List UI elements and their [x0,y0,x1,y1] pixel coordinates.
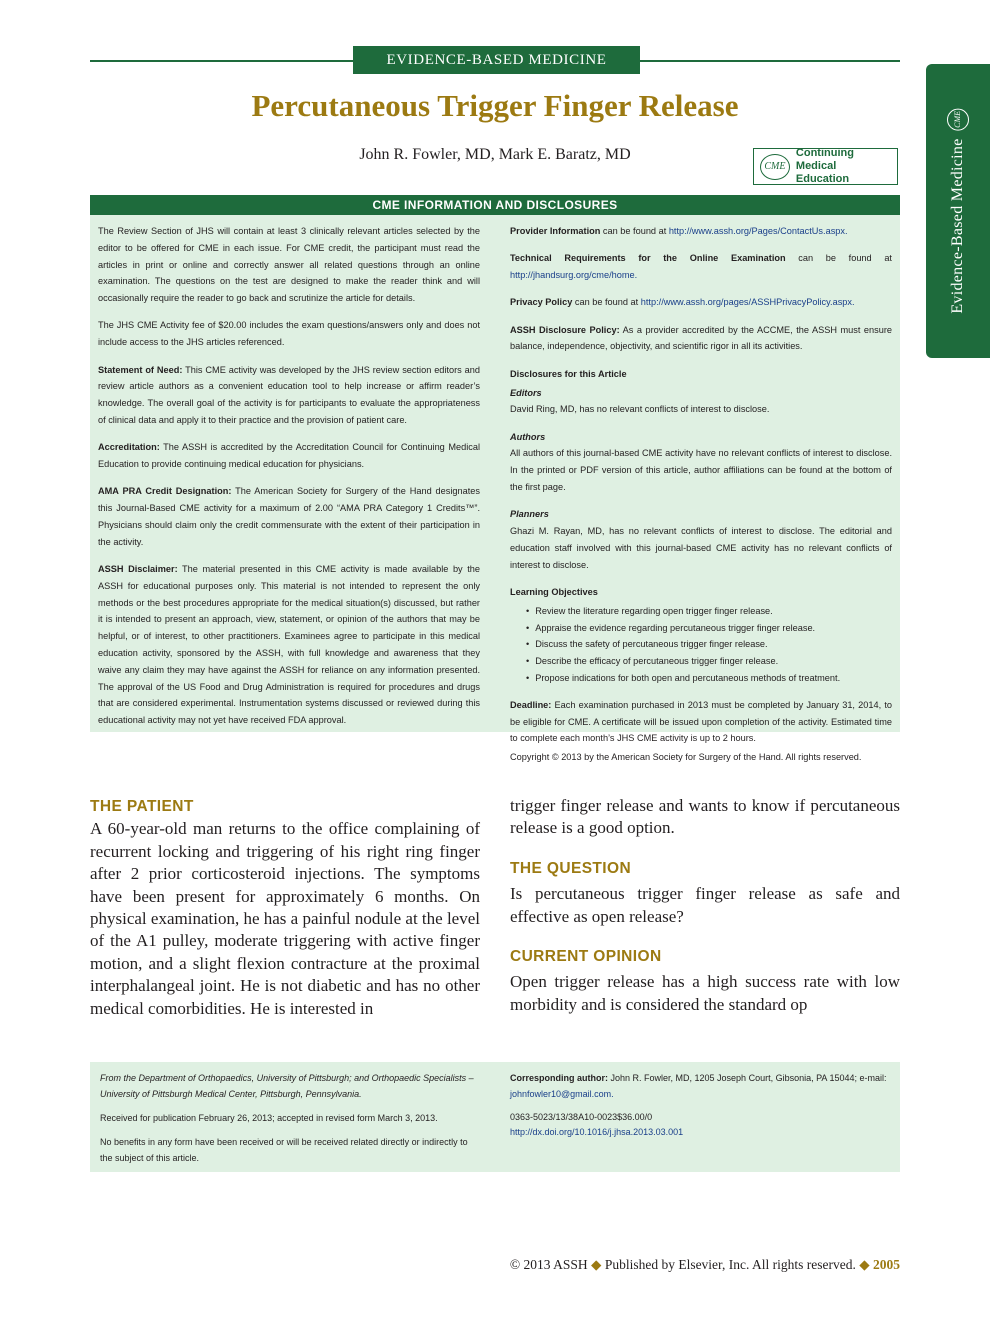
tech-requirements [510,250,892,284]
disclosures-heading [510,366,892,383]
side-tab[interactable] [926,64,990,358]
section-tag: EVIDENCE-BASED MEDICINE [353,46,640,74]
privacy-label: Privacy Policy [510,297,573,308]
ama-label: AMA PRA Credit Designation: [98,486,232,497]
deadline-label: Deadline: [510,699,552,710]
side-tab-label: Evidence-Based Medicine [949,138,966,314]
disclaimer-label: ASSH Disclaimer: [98,564,178,575]
provider-label: Provider Information [510,226,601,236]
cme-badge-label [796,147,897,186]
planners-disclosure [510,506,892,573]
provider-link[interactable]: http://www.assh.org/Pages/ContactUs.aspx. [668,226,848,236]
article-authors: John R. Fowler, MD, Mark E. Baratz, MD [359,146,631,163]
authors-text: All authors of this journal-based CME activity have no relevant conflicts of interest to disclose. In the printed or PDF version of this article, author affiliations can be found at the bottom of the first page. [510,448,892,493]
objective-item: • Appraise the evidence regarding percutaneous trigger finger release. [526,620,892,637]
cme-fee: The JHS CME Activity fee of $20.00 includes the exam questions/answers only and does not include access to the JHS articles referenced. [98,320,480,348]
footer-copyright: © 2013 ASSH [509,1257,588,1272]
planners-head: Planners [510,509,549,520]
tech-text: can be found at [785,253,892,264]
assh-disclaimer [98,561,480,729]
tech-link[interactable]: http://jhandsurg.org/cme/home. [510,270,638,281]
cme-badge-line1: Continuing Medical [795,147,854,172]
identifiers [510,1110,892,1140]
authors-head: Authors [510,431,546,442]
objectives-heading [510,584,892,601]
corr-text: John R. Fowler, MD, 1205 Joseph Court, Gibsonia, PA 15044; e-mail: [608,1073,887,1083]
objective-item: • Propose indications for both open and percutaneous methods of treatment. [526,670,892,687]
page-footer [90,1257,900,1273]
cme-badge[interactable] [753,148,898,185]
footer-publisher: Published by Elsevier, Inc. All rights reserved. [601,1257,860,1272]
statement-of-need [98,362,480,429]
privacy-link[interactable]: http://www.assh.org/pages/ASSHPrivacyPolicy.aspx. [640,297,855,308]
cme-info-box [90,195,900,763]
patient-heading: THE PATIENT [90,798,194,815]
objective-item: • Review the literature regarding open trigger finger release. [526,603,892,620]
editors-disclosure [510,385,892,419]
received-date: Received for publication February 26, 2013; accepted in revised form March 3, 2013. [100,1113,438,1123]
cme-intro: The Review Section of JHS will contain at least 3 clinically relevant articles selected by the editor to be offered for CME in each issue. For CME credit, the participant must read the articles in print or online and correctly answer all related questions through an online examination. The questions on the test are designed to make the reader think and will occasionally require the reader to go back and scrutinize the article for details. [98,226,480,304]
editors-text: David Ring, MD, has no relevant conflicts of interest to disclose. [510,404,770,415]
corr-email-link[interactable]: johnfowler10@gmail.com. [510,1089,614,1099]
disclosures-head: Disclosures for this Article [510,368,627,379]
deadline [510,697,892,747]
cme-badge-line2: Education [795,173,850,185]
patient-text: A 60-year-old man returns to the office complaining of recurrent locking and triggering of his right ring finger after 2 prior corticosteroid injections. The symptoms have been present for approximately 6 months. On physical examination, he has a painful nodule at the level of the A1 pulley, moderate triggering with active finger motion, and a slight flexion contracture at the proximal interphalangeal joint. He is not diabetic and has no other medical comorbidities. He is interested in [90,819,480,1018]
editors-head: Editors [510,387,542,398]
assh-disclosure-policy [510,322,892,356]
objective-item: • Discuss the safety of percutaneous trigger finger release. [526,636,892,653]
opinion-text: Open trigger release has a high success rate with low morbidity and is considered the standard op [510,972,900,1014]
article-title: Percutaneous Trigger Finger Release [251,88,739,123]
disclosure-policy-text: As a provider accredited by the ACCME, the ASSH must ensure balance, independence, objectivity, and scientific rigor in all its activities. [510,324,893,352]
side-tab-content [947,108,969,313]
footnote-right [510,1070,892,1148]
disclaimer-text: The material presented in this CME activity is made available by the ASSH for educational purposes only. This material is not intended to represent the only methods or the best procedures appropriate for the medical situation(s) discussed, but rather it is intended to present an approach, view, statement, or opinion of the authors that may be helpful, or of interest, to other practitioners. Examinees agree to participate in this medical education activity, sponsored by the ASSH, with full knowledge and awareness that they waive any claim they may have against the ASSH for reliance on any information presented. The approval of the US Food and Drug Administration is required for procedures and drugs that are considered experimental. Instrumentation systems discussed or reviewed during this educational activity may not yet have received FDA approval. [98,564,480,726]
authors-disclosure [510,429,892,496]
accred-text: The ASSH is accredited by the Accreditation Council for Continuing Medical Education to provide continuing medical education for physicians. [98,442,480,470]
provider-info [510,223,892,240]
objectives-list [526,603,892,687]
cme-right-column [510,223,892,777]
accred-label: Accreditation: [98,442,160,453]
objectives-head: Learning Objectives [510,587,598,598]
privacy-policy [510,294,892,311]
provider-text: can be found at [600,226,669,236]
tech-label: Technical Requirements for the Online Examination [510,253,786,264]
affiliation: From the Department of Orthopaedics, University of Pittsburgh; and Orthopaedic Specialists – University of Pittsburgh Medical Center, Pittsburgh, Pennsylvania. [100,1073,474,1099]
cme-box-header: CME INFORMATION AND DISCLOSURES [90,195,900,215]
ama-text: The American Society for Surgery of the Hand designates this Journal-Based CME activity for a maximum of 2.00 “AMA PRA Category 1 Credits™”. Physicians should claim only the credit commensurate with the extent of their participation in the activity. [98,486,480,547]
question-heading: THE QUESTION [510,859,632,877]
objective-item: • Describe the efficacy of percutaneous trigger finger release. [526,653,892,670]
cme-left-column [98,223,480,740]
benefits-statement: No benefits in any form have been received or will be received related directly or indirectly to the subject of this article. [100,1137,468,1163]
patient-text-continued: trigger finger release and wants to know if percutaneous release is a good option. [510,796,900,838]
corr-label: Corresponding author: [510,1073,608,1083]
spacer [510,840,900,858]
diamond-icon: ◆ [859,1257,870,1272]
body-right-column [510,796,900,1016]
question-text: Is percutaneous trigger finger release as safe and effective as open release? [510,884,900,926]
cme-copyright: Copyright © 2013 by the American Society for Surgery of the Hand. All rights reserved. [510,752,862,763]
corresponding-author [510,1070,892,1102]
ama-credit [98,483,480,550]
body-left-column [90,796,480,1020]
privacy-text: can be found at [572,297,641,308]
footnote-left [100,1070,482,1174]
spacer [510,928,900,946]
issn: 0363-5023/13/38A10-0023$36.00/0 [510,1112,653,1122]
planners-text: Ghazi M. Rayan, MD, has no relevant conflicts of interest to disclose. The editorial and education staff involved with this journal-based CME activity has no relevant conflicts of interest to disclose. [510,526,892,570]
page-number: 2005 [873,1257,900,1272]
article-footnote-box [90,1062,900,1172]
opinion-heading: CURRENT OPINION [510,948,662,966]
need-label: Statement of Need: [98,364,183,375]
accreditation [98,439,480,473]
disclosure-policy-label: ASSH Disclosure Policy: [510,324,620,335]
need-text: This CME activity was developed by the JHS review section editors and review article authors as a convenient education tool to help increase or affirm reader’s knowledge. The overall goal of the activity is for participants to evaluate the appropriateness of clinical data and apply it to their practice and the provision of patient care. [98,364,480,425]
diamond-icon: ◆ [591,1257,602,1272]
deadline-text: Each examination purchased in 2013 must be completed by January 31, 2014, to be eligible for CME. A certificate will be issued upon completion of the activity. Estimated time to complete each month’s JHS CME activity is up to 2 hours. [510,699,892,744]
doi-link[interactable]: http://dx.doi.org/10.1016/j.jhsa.2013.03.001 [510,1127,684,1137]
cme-badge-icon: CME [760,154,790,180]
cme-icon: CME [947,108,969,130]
